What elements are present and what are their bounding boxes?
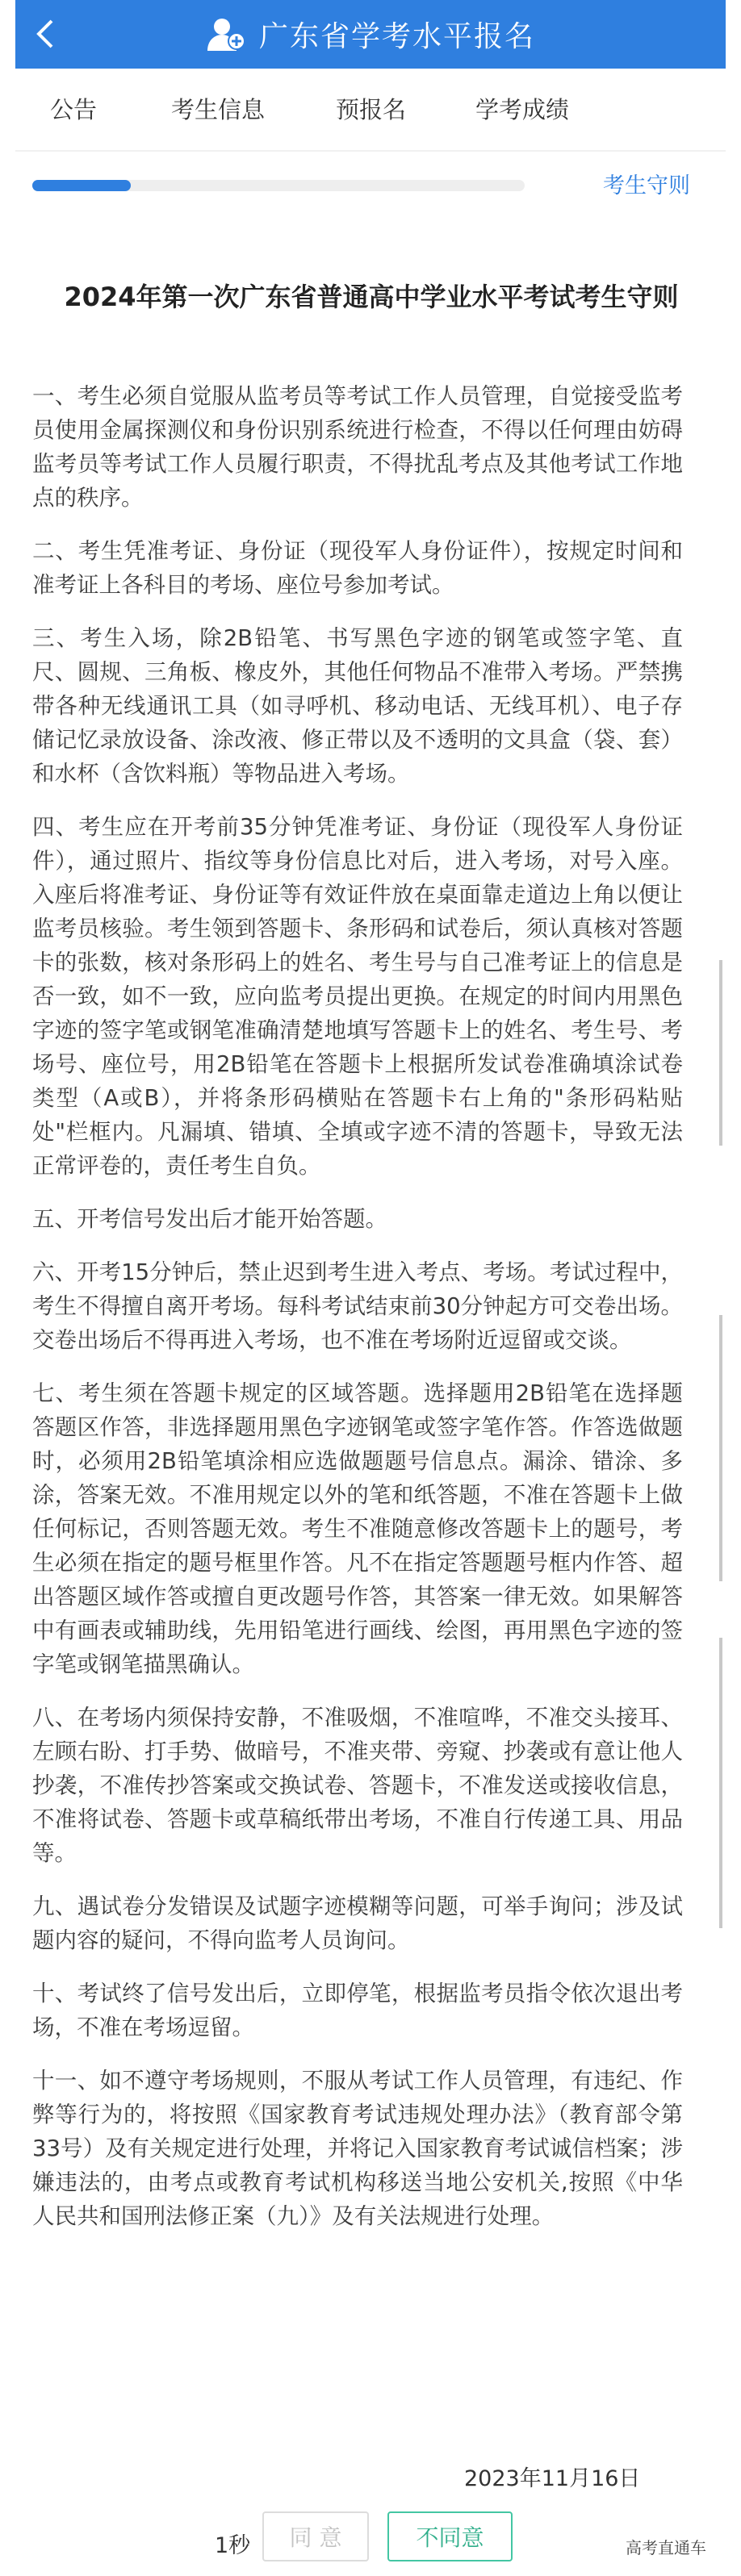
user-plus-icon (206, 17, 246, 52)
rule-paragraph: 十、考试终了信号发出后，立即停笔，根据监考员指令依次退出考场，不准在考场逗留。 (32, 1981, 683, 2040)
progress-fill (32, 180, 131, 191)
agree-button[interactable]: 同 意 (262, 2511, 369, 2561)
rule-paragraph: 四、考生应在开考前35分钟凭准考证、身份证（现役军人身份证件），通过照片、指纹等身份信息比对后，进入考场，对号入座。入座后将准考证、身份证等有效证件放在桌面靠走道边上角以便让监考员核验。考生领到答题卡、条形码和试卷后，须认真核对答题卡的张数，核对条形码上的姓名、考生号与自己准考证上的信息是否一致，如不一致，应向监考员提出更换。在规定的时间内用黑色字迹的签字笔或钢笔准确清楚地填写答题卡上的姓名、考生号、考场号、座位号，用2B铅笔在答题卡上根据所发试卷准确填涂试卷类型（A或B），并将条形码横贴在答题卡右上角的"条形码粘贴处"栏框内。凡漏填、错填、全填或字迹不清的答题卡，导致无法正常评卷的，责任考生自负。 (32, 814, 683, 1179)
candidate-rules-link[interactable]: 考生守则 (603, 173, 690, 198)
disagree-button[interactable]: 不同意 (387, 2511, 513, 2561)
rule-paragraph: 一、考生必须自觉服从监考员等考试工作人员管理，自觉接受监考员使用金属探测仪和身份识别系统进行检查，不得以任何理由妨碍监考员等考试工作人员履行职责，不得扰乱考点及其他考试工作地点的秩序。 (32, 383, 683, 511)
tab-exam-scores[interactable]: 学考成绩 (475, 96, 570, 123)
watermark-text: 高考直通车 (626, 2538, 706, 2557)
rule-paragraph: 七、考生须在答题卡规定的区域答题。选择题用2B铅笔在选择题答题区作答，非选择题用黑色字迹钢笔或签字笔作答。作答选做题时，必须用2B铅笔填涂相应选做题题号信息点。漏涂、错涂、多涂，答案无效。不准用规定以外的笔和纸答题，不准在答题卡上做任何标记，否则答题无效。考生不准随意修改答题卡上的题号，考生必须在指定的题号框里作答。凡不在指定答题题号框内作答、超出答题区域作答或擅自更改题号作答，其答案一律无效。如果解答中有画表或辅助线，先用铅笔进行画线、绘图，再用黑色字迹的签字笔或钢笔描黑确认。 (32, 1380, 683, 1677)
tab-pre-registration[interactable]: 预报名 (336, 96, 407, 123)
rule-paragraph: 六、开考15分钟后，禁止迟到考生进入考点、考场。考试过程中，考生不得擅自离开考场。每科考试结束前30分钟起方可交卷出场。交卷出场后不得再进入考场，也不准在考场附近逗留或交谈。 (32, 1259, 683, 1353)
countdown-timer: 1秒 (215, 2533, 251, 2558)
rule-paragraph: 九、遇试卷分发错误及试题字迹模糊等问题，可举手询问；涉及试题内容的疑问，不得向监考人员询问。 (32, 1893, 683, 1953)
tab-divider (15, 150, 726, 152)
scrollbar-segment[interactable] (719, 1315, 722, 1581)
top-bar (15, 0, 726, 69)
tab-candidate-info[interactable]: 考生信息 (171, 96, 266, 123)
rule-paragraph: 十一、如不遵守考场规则，不服从考试工作人员管理，有违纪、作弊等行为的，将按照《国家教育考试违规处理办法》（教育部令第33号）及有关规定进行处理，并将记入国家教育考试诚信档案；涉嫌违法的，由考点或教育考试机构移送当地公安机关,按照《中华人民共和国刑法修正案（九）》及有关法规进行处理。 (32, 2068, 683, 2229)
title-wrap (15, 0, 726, 69)
progress-bar (32, 180, 525, 191)
rules-content (32, 379, 683, 2252)
rule-paragraph: 八、在考场内须保持安静，不准吸烟，不准喧哗，不准交头接耳、左顾右盼、打手势、做暗号，不准夹带、旁窥、抄袭或有意让他人抄袭，不准传抄答案或交换试卷、答题卡，不准发送或接收信息，不准将试卷、答题卡或草稿纸带出考场，不准自行传递工具、用品等。 (32, 1705, 683, 1866)
tab-bar (0, 81, 741, 137)
rule-paragraph: 二、考生凭准考证、身份证（现役军人身份证件），按规定时间和准考证上各科目的考场、座位号参加考试。 (32, 538, 683, 598)
rule-paragraph: 三、考生入场，除2B铅笔、书写黑色字迹的钢笔或签字笔、直尺、圆规、三角板、橡皮外，其他任何物品不准带入考场。严禁携带各种无线通讯工具（如寻呼机、移动电话、无线耳机）、电子存储记忆录放设备、涂改液、修正带以及不透明的文具盒（袋、套）和水杯（含饮料瓶）等物品进入考场。 (32, 625, 683, 787)
scrollbar-segment[interactable] (719, 960, 722, 1146)
document-title: 2024年第一次广东省普通高中学业水平考试考生守则 (64, 282, 679, 312)
scrollbar-segment[interactable] (719, 1638, 722, 1928)
document-date: 2023年11月16日 (464, 2466, 641, 2491)
rule-paragraph: 五、开考信号发出后才能开始答题。 (32, 1206, 387, 1232)
app-title: 广东省学考水平报名 (258, 20, 535, 53)
tab-announcement[interactable]: 公告 (50, 96, 98, 123)
